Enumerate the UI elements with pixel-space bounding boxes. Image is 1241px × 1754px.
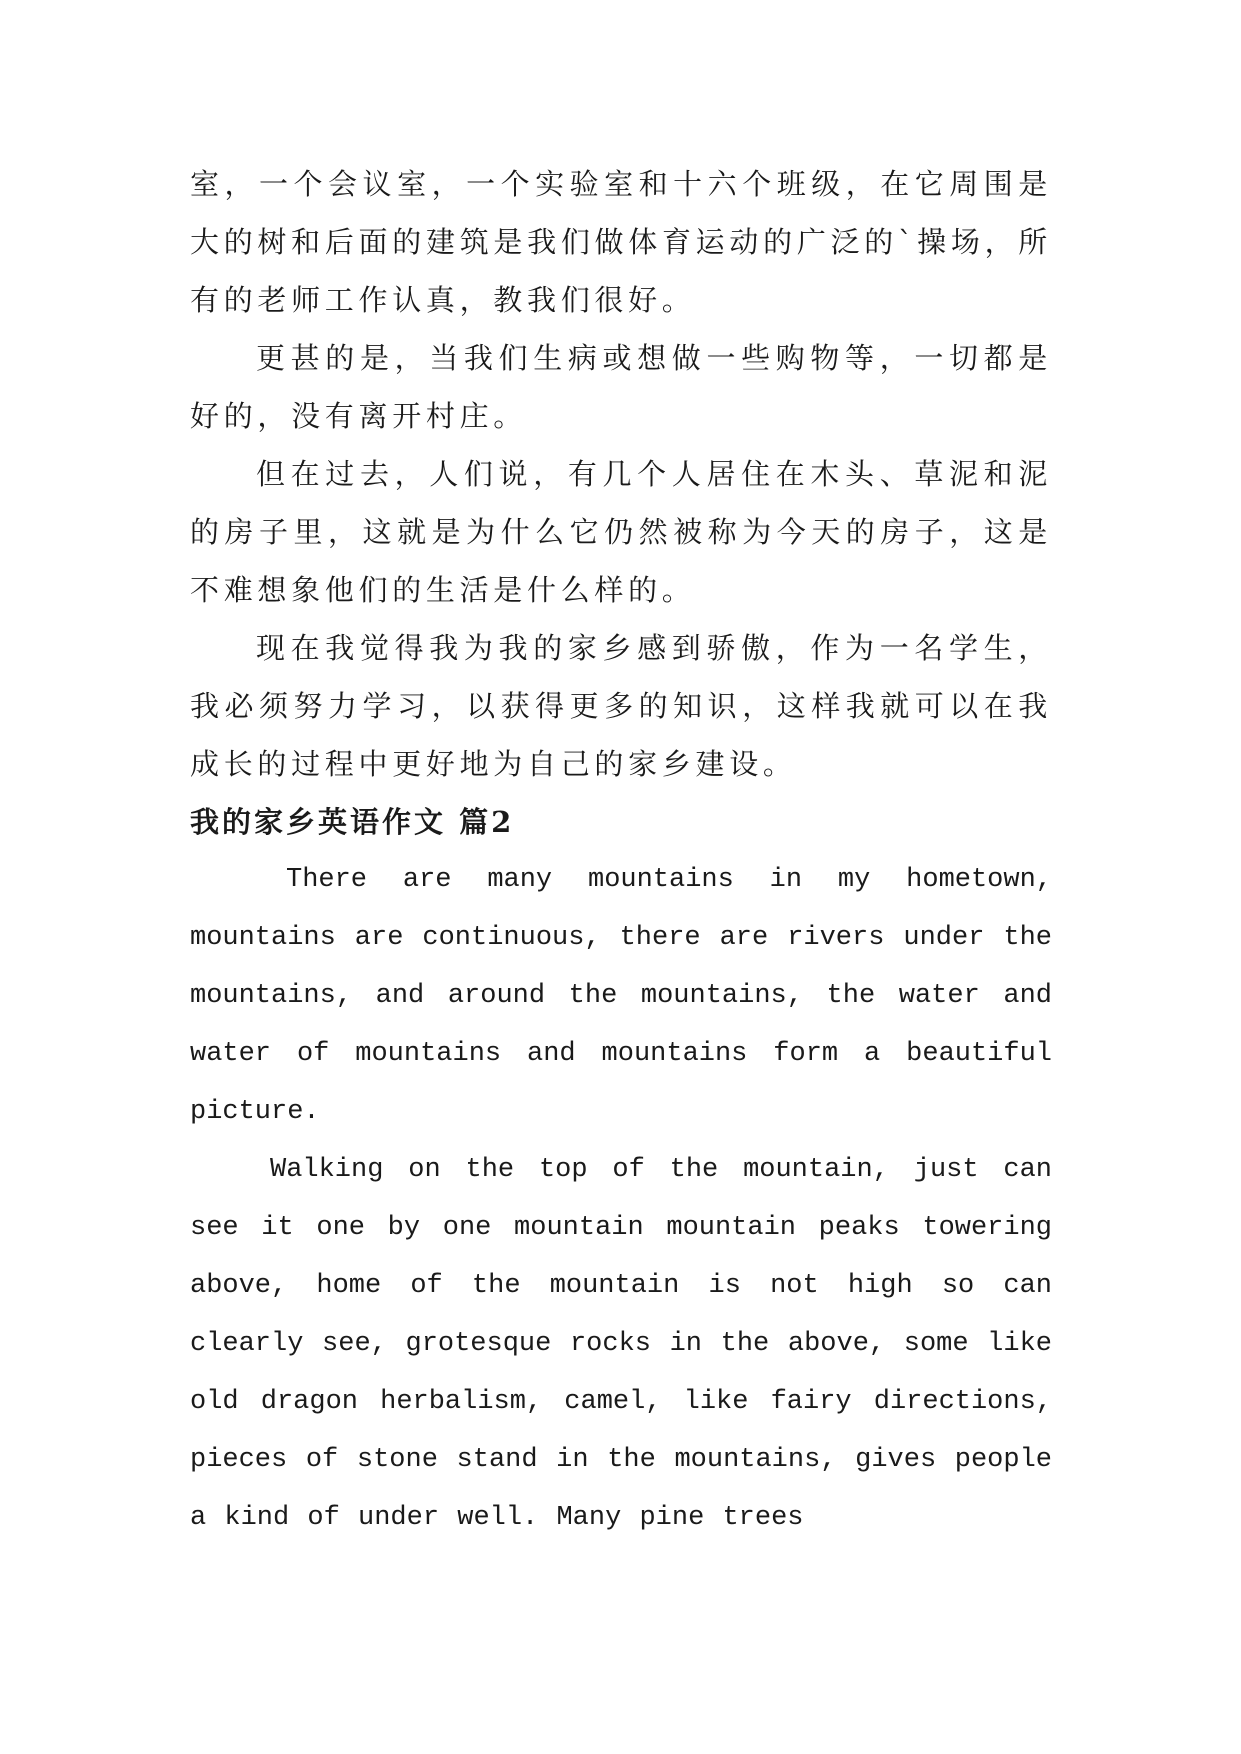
section-heading: 我的家乡英语作文 篇2 (190, 805, 515, 839)
paragraph-zh-3: 但在过去，人们说，有几个人居住在木头、草泥和泥的房子里，这就是为什么它仍然被称为今天的房子，这是不难想象他们的生活是什么样的。 (190, 457, 1052, 607)
paragraph-en-2: Walking on the top of the mountain, just can see it one by one mountain mountain peaks towering above, home of the mountain is not high so can clearly see, grotesque rocks in the above, some like old dragon herbalism, camel, like fairy directions, pieces of stone stand in the mountains, gives people a kind of under well. Many pine trees (190, 1155, 1052, 1533)
paragraph-zh-1: 室，一个会议室，一个实验室和十六个班级，在它周围是大的树和后面的建筑是我们做体育运动的广泛的`操场，所有的老师工作认真，教我们很好。 (190, 167, 1052, 317)
paragraph-en-1: There are many mountains in my hometown, mountains are continuous, there are rivers under the mountains, and around the mountains, the water and water of mountains and mountains form a beautiful picture. (190, 865, 1052, 1127)
text-column (190, 155, 1052, 1547)
paragraph-zh-2: 更甚的是，当我们生病或想做一些购物等，一切都是好的，没有离开村庄。 (190, 341, 1052, 433)
paragraph-zh-4: 现在我觉得我为我的家乡感到骄傲，作为一名学生，我必须努力学习，以获得更多的知识，这样我就可以在我成长的过程中更好地为自己的家乡建设。 (190, 631, 1052, 781)
